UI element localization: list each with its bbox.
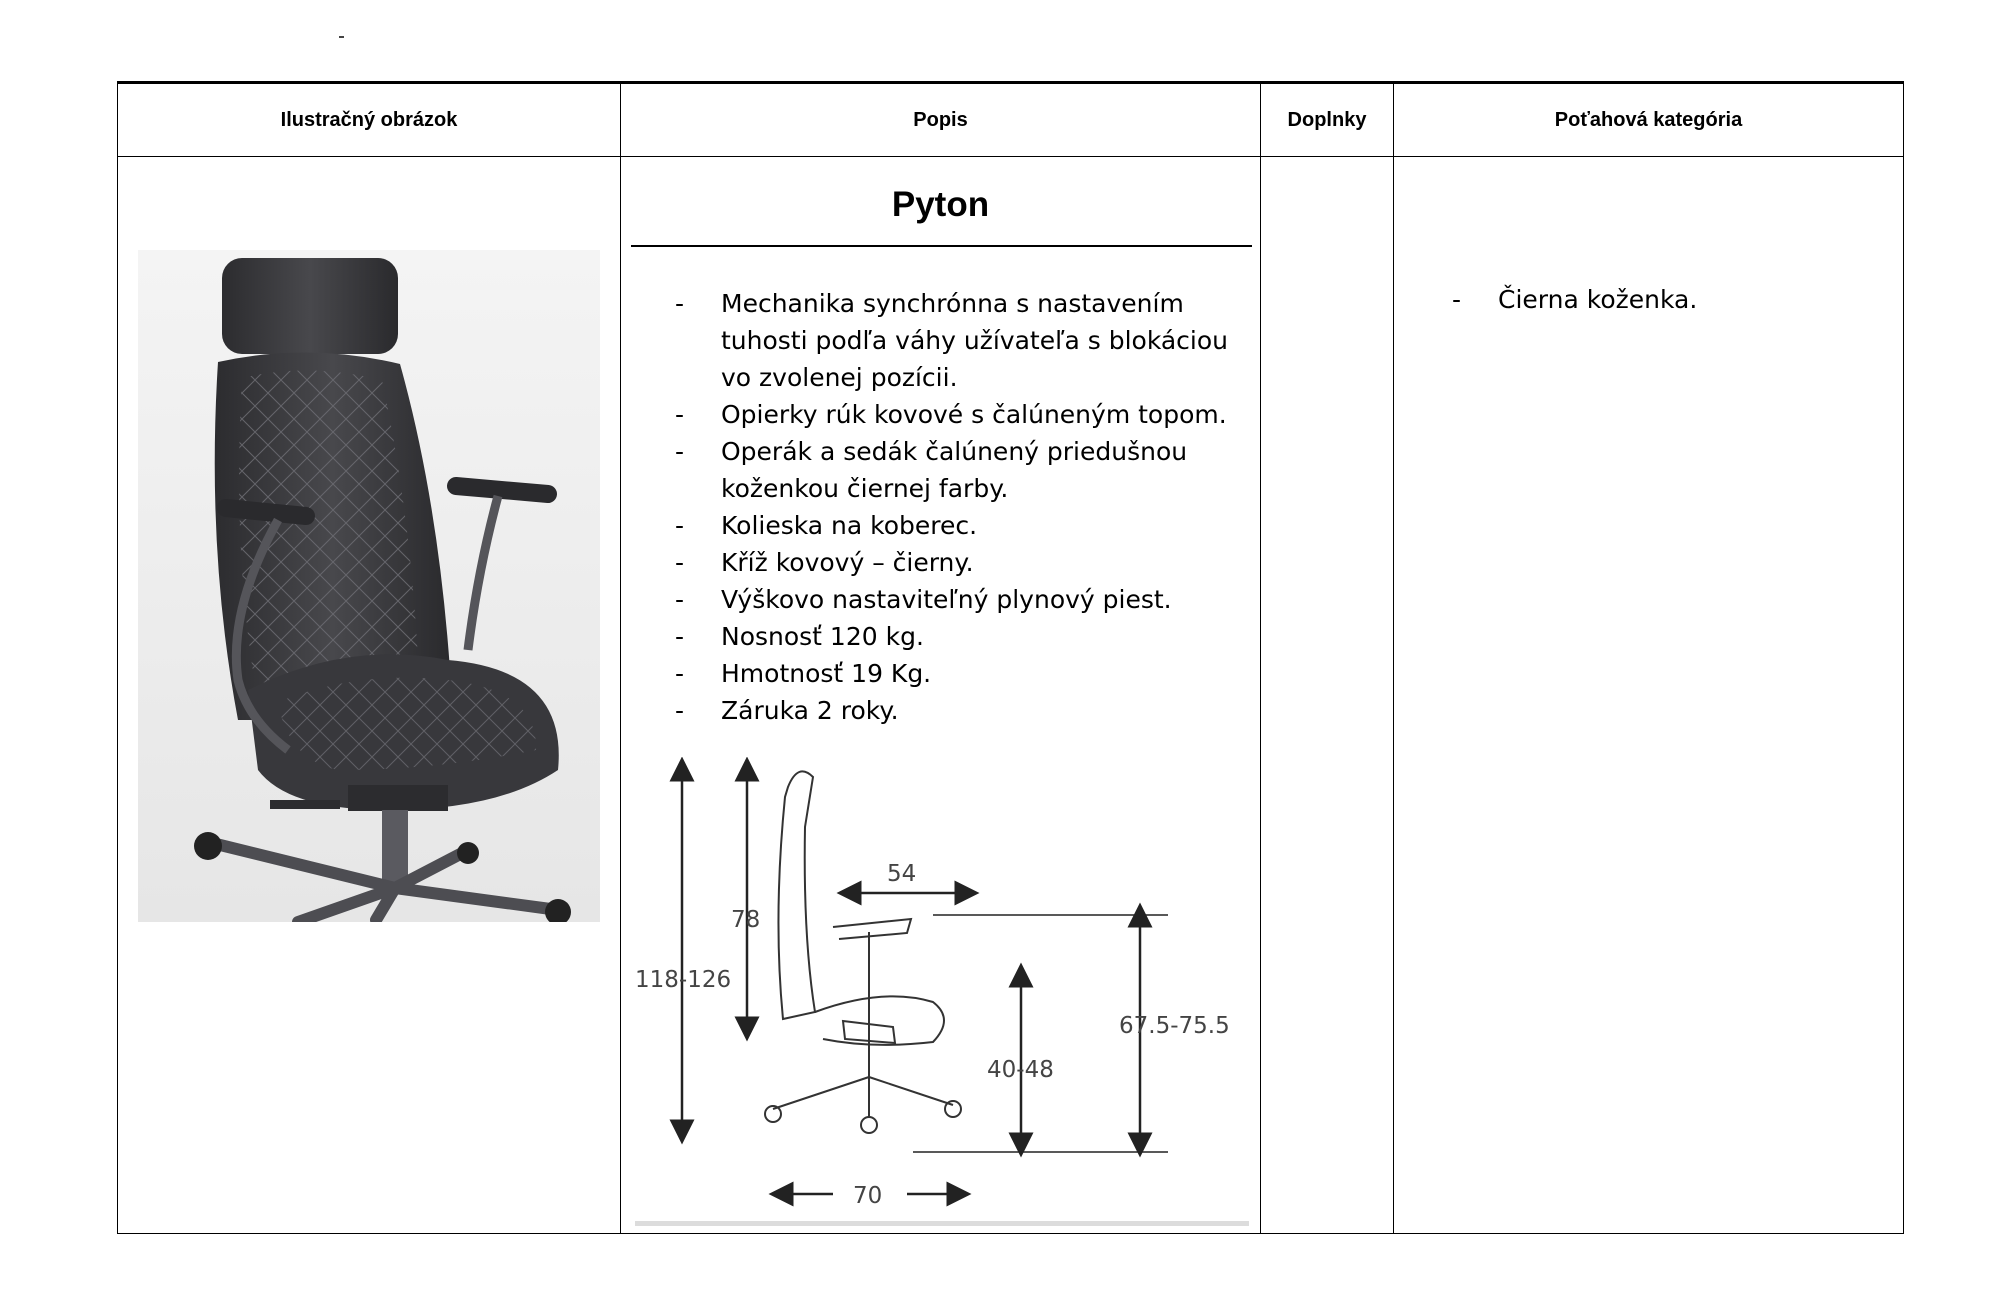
feature-item: - Kříž kovový – čierny. (675, 544, 1235, 581)
feature-item: - Záruka 2 roky. (675, 692, 1235, 729)
feature-item: - Opierky rúk kovové s čalúneným topom. (675, 396, 1235, 433)
illustration-cell (118, 157, 621, 1234)
dim-seat-width: 54 (887, 861, 917, 887)
header-illustration: Ilustračný obrázok (118, 83, 621, 157)
table-header-row (118, 83, 1904, 157)
feature-list (675, 285, 1235, 729)
feature-item: - Výškovo nastaviteľný plynový piest. (675, 581, 1235, 618)
header-description: Popis (621, 83, 1261, 157)
description-cell (621, 157, 1261, 1234)
upholstery-cell (1394, 157, 1904, 1234)
upholstery-item: - Čierna koženka. (1452, 281, 1697, 318)
feature-item: - Mechanika synchrónna s nastavením tuhosti podľa váhy užívateľa s blokáciou vo zvolenej pozícii. (675, 285, 1235, 396)
feature-item: - Kolieska na koberec. (675, 507, 1235, 544)
product-spec-table (117, 81, 1904, 1234)
title-divider (631, 245, 1252, 247)
product-row (118, 157, 1904, 1234)
dim-base-width: 70 (853, 1183, 883, 1209)
dim-backrest-height: 78 (731, 907, 761, 933)
feature-item: - Nosnosť 120 kg. (675, 618, 1235, 655)
feature-item: - Hmotnosť 19 Kg. (675, 655, 1235, 692)
dimension-diagram (633, 757, 1253, 1227)
header-accessories: Doplnky (1261, 83, 1394, 157)
dim-total-height: 118-126 (635, 967, 732, 993)
chair-photo (138, 250, 600, 922)
header-upholstery-category: Poťahová kategória (1394, 83, 1904, 157)
product-title: Pyton (891, 185, 990, 224)
upholstery-list (1452, 281, 1697, 318)
feature-item: - Operák a sedák čalúnený priedušnou koženkou čiernej farby. (675, 433, 1235, 507)
accessories-cell (1261, 157, 1394, 1234)
dim-armrest-height: 67.5-75.5 (1119, 1013, 1230, 1039)
dim-seat-height: 40-48 (987, 1057, 1054, 1083)
stray-mark (339, 36, 344, 38)
